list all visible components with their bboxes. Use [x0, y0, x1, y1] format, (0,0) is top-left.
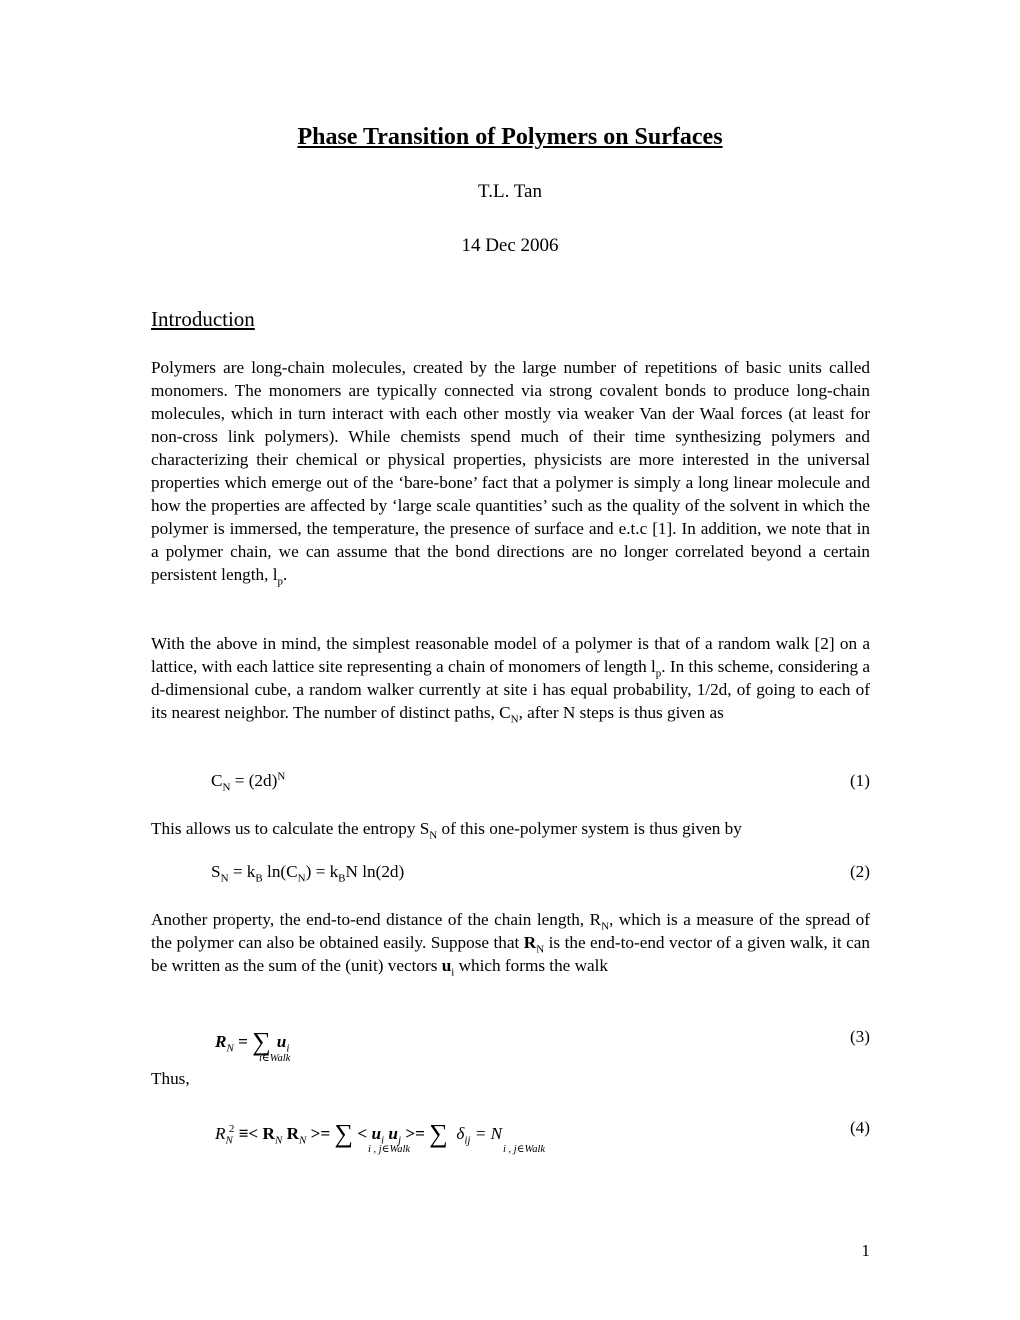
- summation-symbol: ∑: [252, 1027, 271, 1056]
- equation-4: $R_N^2 \equiv< R_N$ $R_N$ >= ∑ < $u_i$ $u_j$ >= ∑ $\delta_{ij} = N$: [215, 1119, 503, 1148]
- summation-subscript: i∈Walk: [259, 1053, 291, 1064]
- summation-symbol: ∑: [429, 1119, 448, 1148]
- summation-subscript: i , j∈Walk: [368, 1144, 411, 1155]
- equation-3-number: (3): [849, 1027, 870, 1046]
- paragraph-3: This allows us to calculate the entropy $S_N$ of this one-polymer system is thus given by: [151, 819, 742, 842]
- equation-4-number: (4): [849, 1118, 870, 1137]
- date: 14 Dec 2006: [461, 235, 559, 256]
- paragraph-4: Another property, the end-to-end distance of the chain length, $R_N$, which is a measure of the spread of the polymer can also be obtained easily. Suppose that $R_N$ is the end-to-end vector of a given walk, it can be written as the sum of the (unit) vectors $u_i$ which forms the walk: [151, 910, 871, 979]
- page-number: 1: [861, 1241, 870, 1260]
- paragraph-2: With the above in mind, the simplest reasonable model of a polymer is that of a random walk [2] on a lattice, with each lattice site representing a chain of monomers of length $l_p$. In this scheme, considering a d-dimensional cube, a random walker currently at site i has equal probability, 1/2d, of going to each of its nearest neighbor. The number of distinct paths, $C_N$, after N steps is thus given as: [151, 634, 870, 726]
- equation-3: $R_N$ = ∑ $u_i$: [215, 1027, 290, 1056]
- equation-1: $C_N = (2d)^N$: [211, 770, 286, 794]
- paper-title: Phase Transition of Polymers on Surfaces: [297, 124, 723, 150]
- equation-2: $S_N = k_B$ $\ln(C_N) = k_BN$ ln(2d): [211, 862, 405, 885]
- equation-2-number: (2): [849, 862, 870, 881]
- section-heading-introduction: Introduction: [151, 307, 255, 331]
- paragraph-1: Polymers are long-chain molecules, created by the large number of repetitions of basic units called monomers. The monomers are typically connected via strong covalent bonds to produce long-chain molecules, which in turn interact with each other mostly via weaker Van der Waal forces (at least for non-cross link polymers). While chemists spend much of their time synthesizing polymers and characterizing their chemical or physical properties, physicists are more interested in the universal properties which emerge out of the ‘bare-bone’ fact that a polymer is simply a long linear molecule and how the properties are affected by ‘large scale quantities’ such as the quality of the solvent in which the polymer is immersed, the temperature, the presence of surface and e.t.c [1]. In addition, we note that in a polymer chain, we can assume that the bond directions are no longer correlated beyond a certain persistent length, $l_p$.: [151, 358, 870, 588]
- summation-subscript: i , j∈Walk: [503, 1144, 546, 1155]
- author: T.L. Tan: [478, 181, 542, 202]
- thus-text: Thus,: [151, 1069, 190, 1088]
- summation-symbol: ∑: [334, 1119, 354, 1148]
- equation-1-number: (1): [849, 771, 870, 790]
